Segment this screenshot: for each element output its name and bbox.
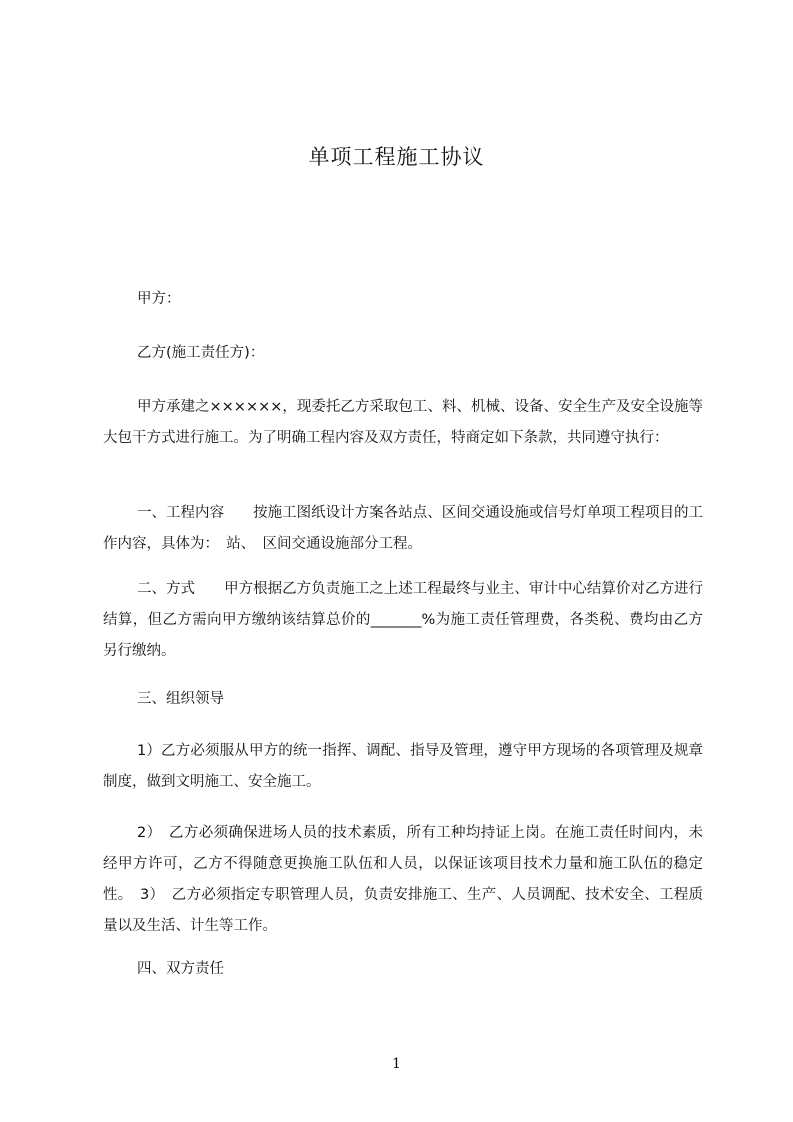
intro-paragraph: 甲方承建之××××××，现委托乙方采取包工、料、机械、设备、安全生产及安全设施等大包干方式进行施工。为了明确工程内容及双方责任，特商定如下条款，共同遵守执行： bbox=[103, 399, 703, 446]
party-b-line: 乙方(施工责任方)： bbox=[137, 345, 265, 361]
page-number: 1 bbox=[392, 1056, 401, 1072]
section-3-item-1: 1）乙方必须服从甲方的统一指挥、调配、指导及管理，遵守甲方现场的各项管理及规章制度，做到文明施工、安全施工。 bbox=[103, 743, 703, 790]
party-a-line: 甲方： bbox=[137, 291, 181, 307]
section-4-heading: 四、双方责任 bbox=[137, 961, 224, 977]
section-2-paragraph: 二、方式 甲方根据乙方负责施工之上述工程最终与业主、审计中心结算价对乙方进行结算，但乙方需向甲方缴纳该结算总价的_______%为施工责任管理费，各类税、费均由乙方另行缴纳。 bbox=[103, 581, 703, 659]
section-3-items-2-3: 2） 乙方必须确保进场人员的技术素质，所有工种均持证上岗。在施工责任时间内，未经甲方许可，乙方不得随意更换施工队伍和人员，以保证该项目技术力量和施工队伍的稳定性。 3） 乙方必须指定专职管理人员，负责安排施工、生产、人员调配、技术安全、工程质量以及生活、计生等工作。 bbox=[103, 825, 703, 934]
document-title: 单项工程施工协议 bbox=[308, 145, 485, 169]
section-3-heading: 三、组织领导 bbox=[137, 691, 224, 707]
section-1-paragraph: 一、工程内容 按施工图纸设计方案各站点、区间交通设施或信号灯单项工程项目的工作内容，具体为： 站、 区间交通设施部分工程。 bbox=[103, 505, 703, 552]
